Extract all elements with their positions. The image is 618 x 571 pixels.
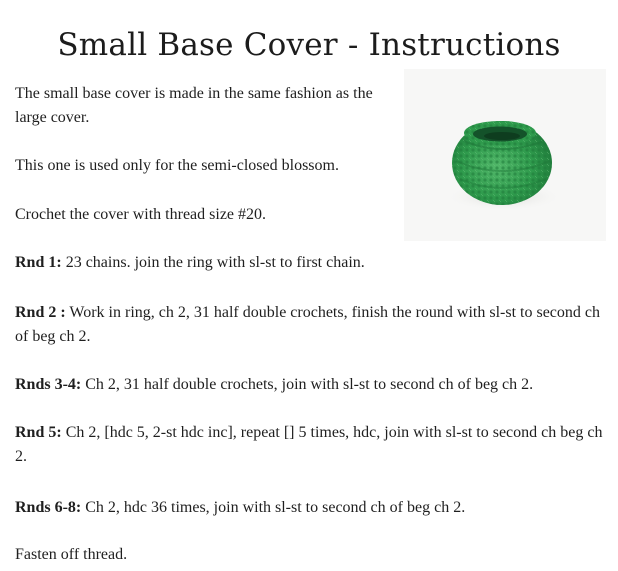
round-1-text: 23 chains. join the ring with sl-st to first chain. — [61, 254, 365, 271]
intro-paragraph: The small base cover is made in the same fashion as the large cover. — [15, 85, 373, 126]
round-2-instruction — [15, 301, 605, 349]
round-1-label: Rnd 1: — [15, 254, 62, 271]
round-5-instruction — [15, 421, 605, 469]
round-5-text: Ch 2, [hdc 5, 2-st hdc inc], repeat [] 5 times, hdc, join with sl-st to second ch beg ch 2. — [15, 424, 603, 465]
round-2-label: Rnd 2 : — [15, 304, 66, 321]
semi-closed-note: This one is used only for the semi-closed blossom. — [15, 157, 339, 174]
rounds-6-8-text: Ch 2, hdc 36 times, join with sl-st to second ch of beg ch 2. — [81, 499, 466, 516]
round-5-label: Rnd 5: — [15, 424, 62, 441]
rounds-6-8-label: Rnds 6-8: — [15, 499, 82, 516]
rounds-3-4-label: Rnds 3-4: — [15, 376, 82, 393]
page-title: Small Base Cover - Instructions — [57, 26, 561, 63]
crocheted-cover-image — [404, 69, 606, 241]
rounds-6-8-instruction — [15, 496, 605, 520]
rounds-3-4-instruction — [15, 373, 605, 397]
round-2-text: Work in ring, ch 2, 31 half double crochets, finish the round with sl-st to second ch of beg ch 2. — [15, 304, 601, 345]
round-1-instruction — [15, 251, 415, 275]
thread-note: Crochet the cover with thread size #20. — [15, 206, 267, 223]
rounds-3-4-text: Ch 2, 31 half double crochets, join with sl-st to second ch of beg ch 2. — [81, 376, 534, 393]
closing-instruction: Fasten off thread. — [15, 546, 128, 563]
crocheted-cover-photo — [404, 69, 606, 241]
